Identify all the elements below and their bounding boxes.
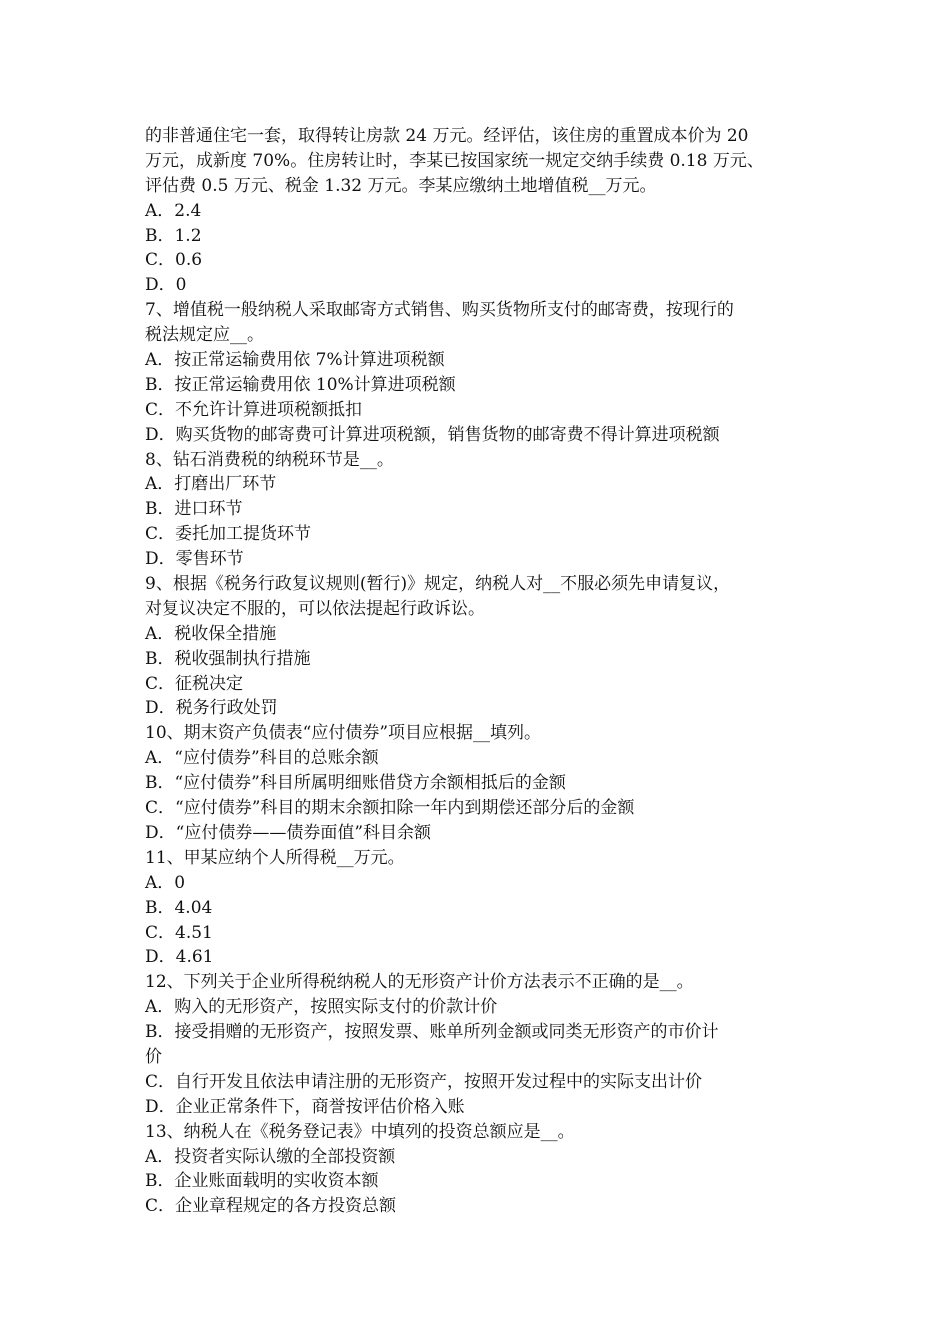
answer-option: A．0 — [145, 872, 186, 893]
answer-option: D．企业正常条件下，商誉按评估价格入账 — [145, 1096, 465, 1117]
answer-option: B．“应付债券”科目所属明细账借贷方余额相抵后的金额 — [145, 773, 566, 794]
answer-option: A．2.4 — [145, 200, 202, 221]
answer-option: D．税务行政处罚 — [145, 698, 278, 719]
answer-option: C．自行开发且依法申请注册的无形资产，按照开发过程中的实际支出计价 — [145, 1071, 703, 1092]
question-text: 8、钻石消费税的纳税环节是__。 — [145, 449, 394, 470]
answer-option: C．0.6 — [145, 250, 203, 271]
question-text: 9、根据《税务行政复议规则(暂行)》规定，纳税人对__不服必须先申请复议， — [145, 574, 731, 595]
text-line: 评估费 0.5 万元、税金 1.32 万元。李某应缴纳土地增值税__万元。 — [145, 175, 657, 196]
question-text: 11、甲某应纳个人所得税__万元。 — [145, 847, 405, 868]
answer-option: A．按正常运输费用依 7%计算进项税额 — [145, 350, 445, 371]
answer-option: D．4.61 — [145, 947, 214, 968]
answer-option: A．“应付债券”科目的总账余额 — [145, 748, 379, 769]
answer-option: A．购入的无形资产，按照实际支付的价款计价 — [145, 997, 498, 1018]
answer-option: B．企业账面载明的实收资本额 — [145, 1171, 379, 1192]
answer-option: B．4.04 — [145, 897, 213, 918]
question-text: 对复议决定不服的，可以依法提起行政诉讼。 — [145, 598, 485, 619]
answer-option: D．零售环节 — [145, 549, 244, 570]
answer-option: D．购买货物的邮寄费可计算进项税额，销售货物的邮寄费不得计算进项税额 — [145, 424, 720, 445]
answer-option: C．“应付债券”科目的期末余额扣除一年内到期偿还部分后的金额 — [145, 798, 635, 819]
question-text: 7、增值税一般纳税人采取邮寄方式销售、购买货物所支付的邮寄费，按现行的 — [145, 300, 734, 321]
question-text: 12、下列关于企业所得税纳税人的无形资产计价方法表示不正确的是__。 — [145, 972, 694, 993]
answer-option: C．4.51 — [145, 922, 213, 943]
answer-option: C．企业章程规定的各方投资总额 — [145, 1196, 397, 1217]
answer-option: C．征税决定 — [145, 673, 244, 694]
answer-option: A．税收保全措施 — [145, 623, 277, 644]
answer-option: D．0 — [145, 275, 187, 296]
text-line: 的非普通住宅一套，取得转让房款 24 万元。经评估，该住房的重置成本价为 20 — [145, 126, 749, 146]
answer-option: B．进口环节 — [145, 499, 243, 520]
answer-option: C．委托加工提货环节 — [145, 524, 312, 545]
question-text: 10、期末资产负债表“应付债券”项目应根据__填列。 — [145, 723, 542, 744]
answer-option: C．不允许计算进项税额抵扣 — [145, 399, 363, 420]
answer-option: B．1.2 — [145, 225, 202, 246]
question-text: 13、纳税人在《税务登记表》中填列的投资总额应是__。 — [145, 1121, 575, 1142]
question-text: 税法规定应__。 — [145, 325, 264, 346]
answer-option: A．投资者实际认缴的全部投资额 — [145, 1146, 396, 1167]
answer-option: A．打磨出厂环节 — [145, 474, 277, 495]
answer-option: 价 — [145, 1046, 162, 1067]
document-body — [145, 124, 810, 1219]
answer-option: B．按正常运输费用依 10%计算进项税额 — [145, 374, 456, 395]
answer-option: D．“应付债券——债券面值”科目余额 — [145, 822, 432, 843]
answer-option: B．税收强制执行措施 — [145, 648, 311, 669]
text-line: 万元，成新度 70%。住房转让时，李某已按国家统一规定交纳手续费 0.18 万元、 — [145, 150, 764, 171]
answer-option: B．接受捐赠的无形资产，按照发票、账单所列金额或同类无形资产的市价计 — [145, 1022, 719, 1043]
